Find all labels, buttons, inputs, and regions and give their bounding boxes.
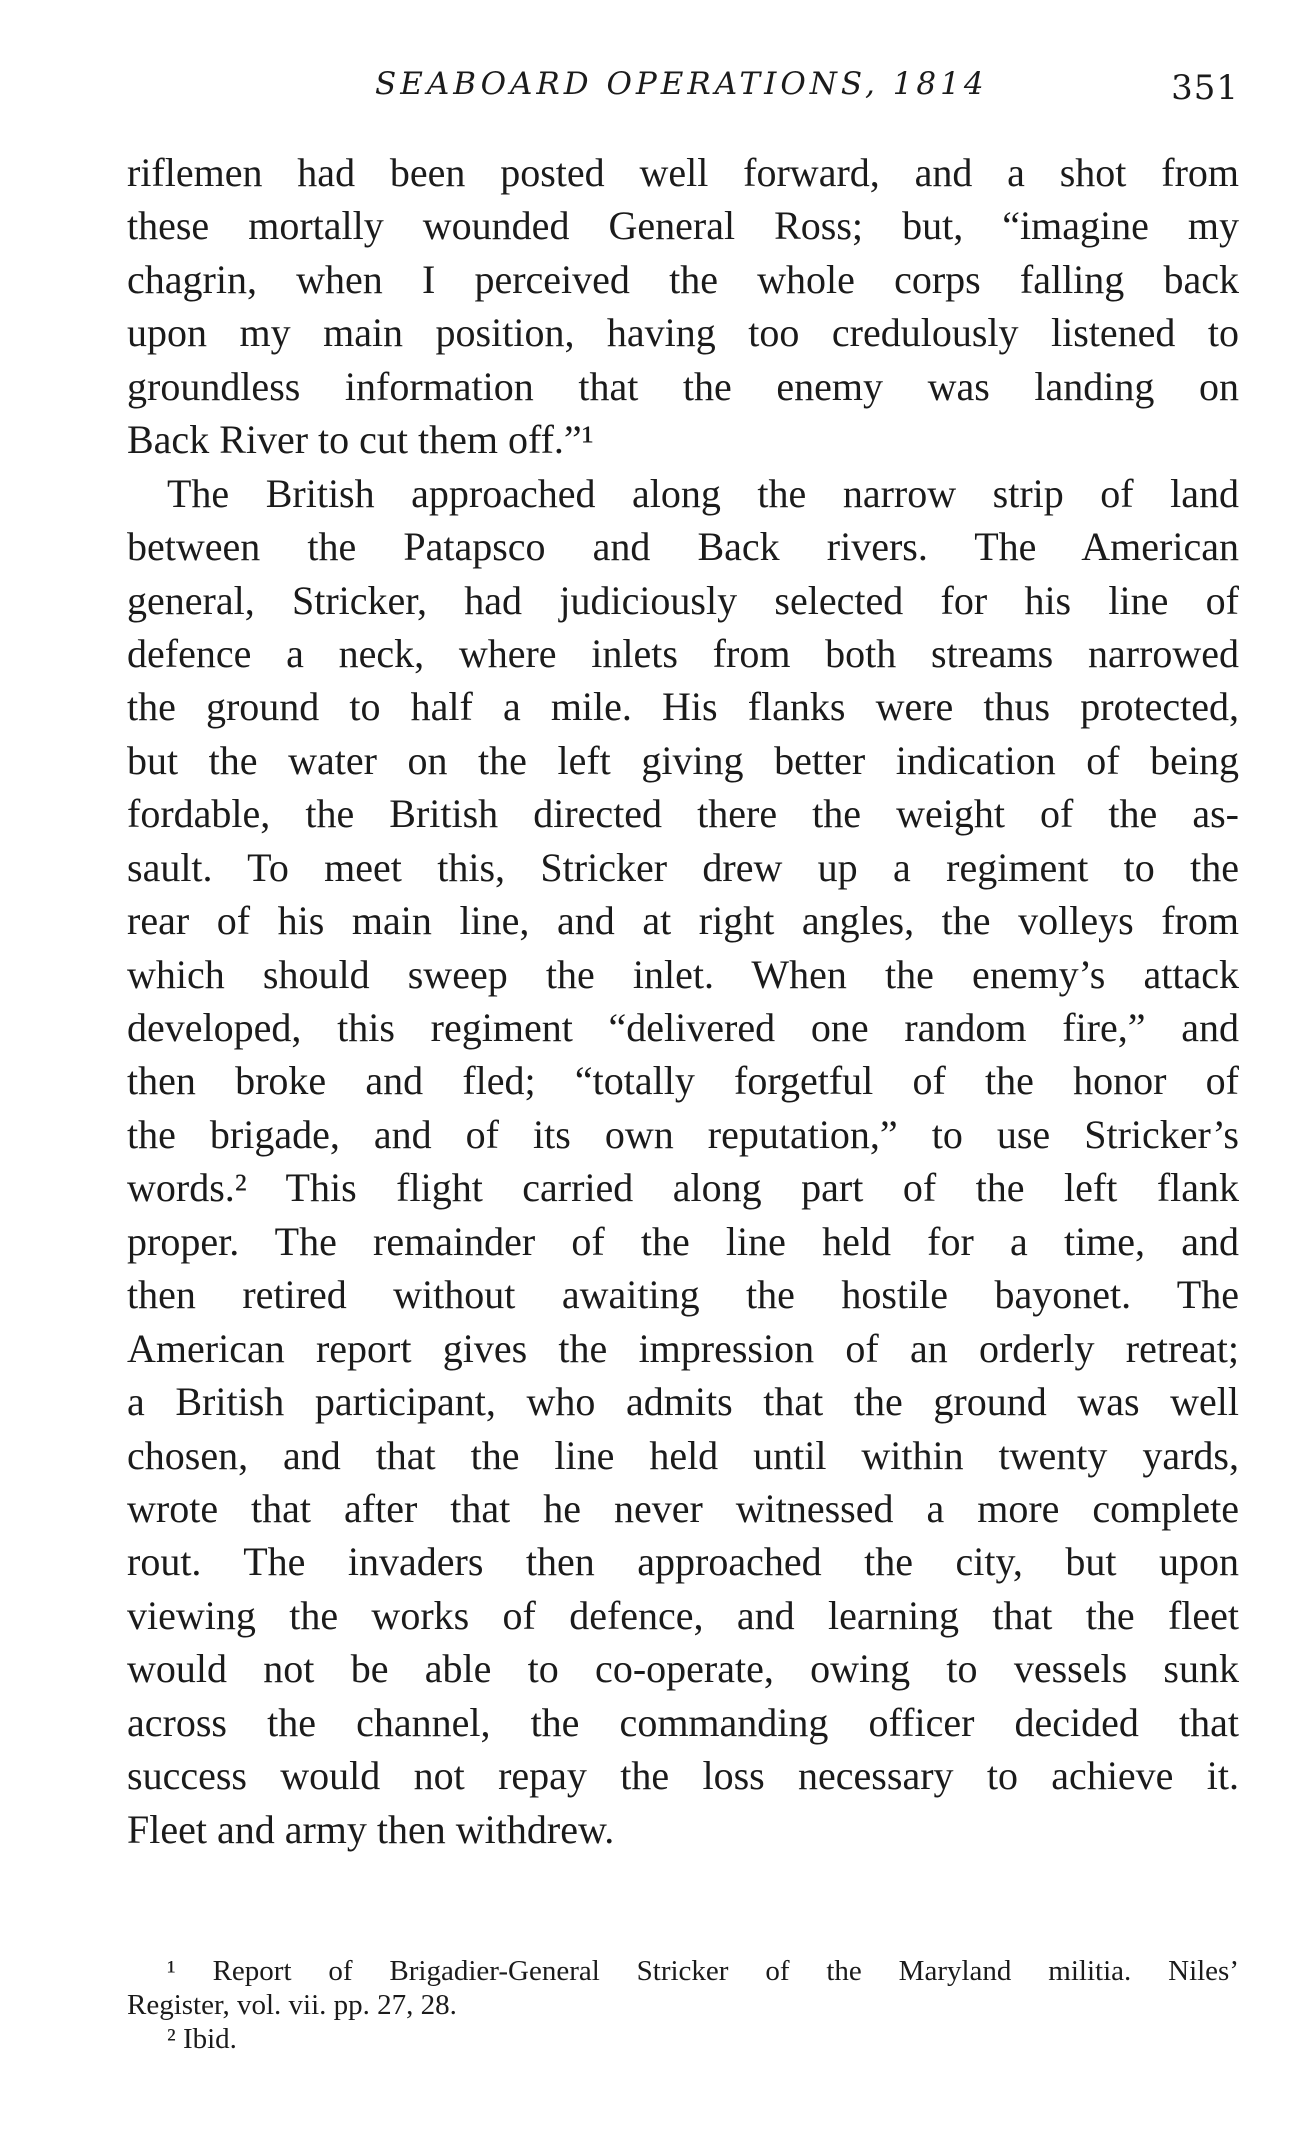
- text-line: chosen, and that the line held until within twenty yards,: [127, 1432, 1239, 1478]
- text-line: developed, this regiment “delivered one random fire,” and: [127, 1005, 1239, 1050]
- text-line: would not be able to co-operate, owing to vessels sunk: [127, 1646, 1239, 1692]
- text-line: chagrin, when I perceived the whole corps falling back: [127, 256, 1239, 302]
- footnote-line: ¹ Report of Brigadier-General Stricker of the Maryland militia. Niles’: [167, 1955, 1239, 1987]
- text-line: viewing the works of defence, and learning that the fleet: [127, 1592, 1239, 1638]
- text-line: upon my main position, having too credulously listened to: [127, 310, 1239, 356]
- page-number: 351: [1171, 68, 1239, 108]
- text-line: success would not repay the loss necessary to achieve it.: [127, 1753, 1239, 1799]
- text-line: words.² This flight carried along part of the left flank: [127, 1165, 1239, 1211]
- text-line: The British approached along the narrow strip of land: [167, 470, 1239, 516]
- text-line: wrote that after that he never witnessed a more complete: [127, 1485, 1239, 1531]
- text-line: Back River to cut them off.”¹: [127, 417, 594, 463]
- footnote-line: Register, vol. vii. pp. 27, 28.: [127, 1989, 457, 2021]
- text-line: across the channel, the commanding officer decided that: [127, 1699, 1239, 1745]
- text-line: groundless information that the enemy was landing on: [127, 363, 1239, 409]
- text-line: proper. The remainder of the line held for a time, and: [127, 1218, 1239, 1264]
- text-line: then retired without awaiting the hostile bayonet. The: [127, 1272, 1239, 1318]
- footnotes: [127, 1954, 1239, 2056]
- text-line: the brigade, and of its own reputation,” to use Stricker’s: [127, 1111, 1239, 1157]
- text-line: rout. The invaders then approached the city, but upon: [127, 1539, 1239, 1585]
- text-line: sault. To meet this, Stricker drew up a regiment to the: [127, 844, 1239, 890]
- text-line: which should sweep the inlet. When the enemy’s attack: [127, 951, 1239, 997]
- running-title: SEABOARD OPERATIONS, 1814: [375, 66, 988, 102]
- text-line: general, Stricker, had judiciously selected for his line of: [127, 577, 1239, 623]
- text-line: fordable, the British directed there the weight of the as-: [127, 791, 1239, 837]
- text-line: Fleet and army then withdrew.: [127, 1806, 615, 1852]
- text-line: then broke and fled; “totally forgetful of the honor of: [127, 1058, 1239, 1104]
- text-line: rear of his main line, and at right angles, the volleys from: [127, 898, 1239, 944]
- text-line: a British participant, who admits that the ground was well: [127, 1379, 1239, 1425]
- text-line: American report gives the impression of an orderly retreat;: [127, 1325, 1239, 1371]
- text-line: riflemen had been posted well forward, and a shot from: [127, 150, 1239, 195]
- text-line: these mortally wounded General Ross; but, “imagine my: [127, 203, 1239, 249]
- text-line: between the Patapsco and Back rivers. The American: [127, 524, 1239, 570]
- text-line: the ground to half a mile. His flanks were thus protected,: [127, 684, 1239, 730]
- page-header: [127, 62, 1239, 112]
- text-line: defence a neck, where inlets from both streams narrowed: [127, 630, 1239, 676]
- body-text: [127, 146, 1239, 1856]
- footnote-line: ² Ibid.: [167, 2023, 237, 2055]
- text-line: but the water on the left giving better indication of being: [127, 737, 1239, 783]
